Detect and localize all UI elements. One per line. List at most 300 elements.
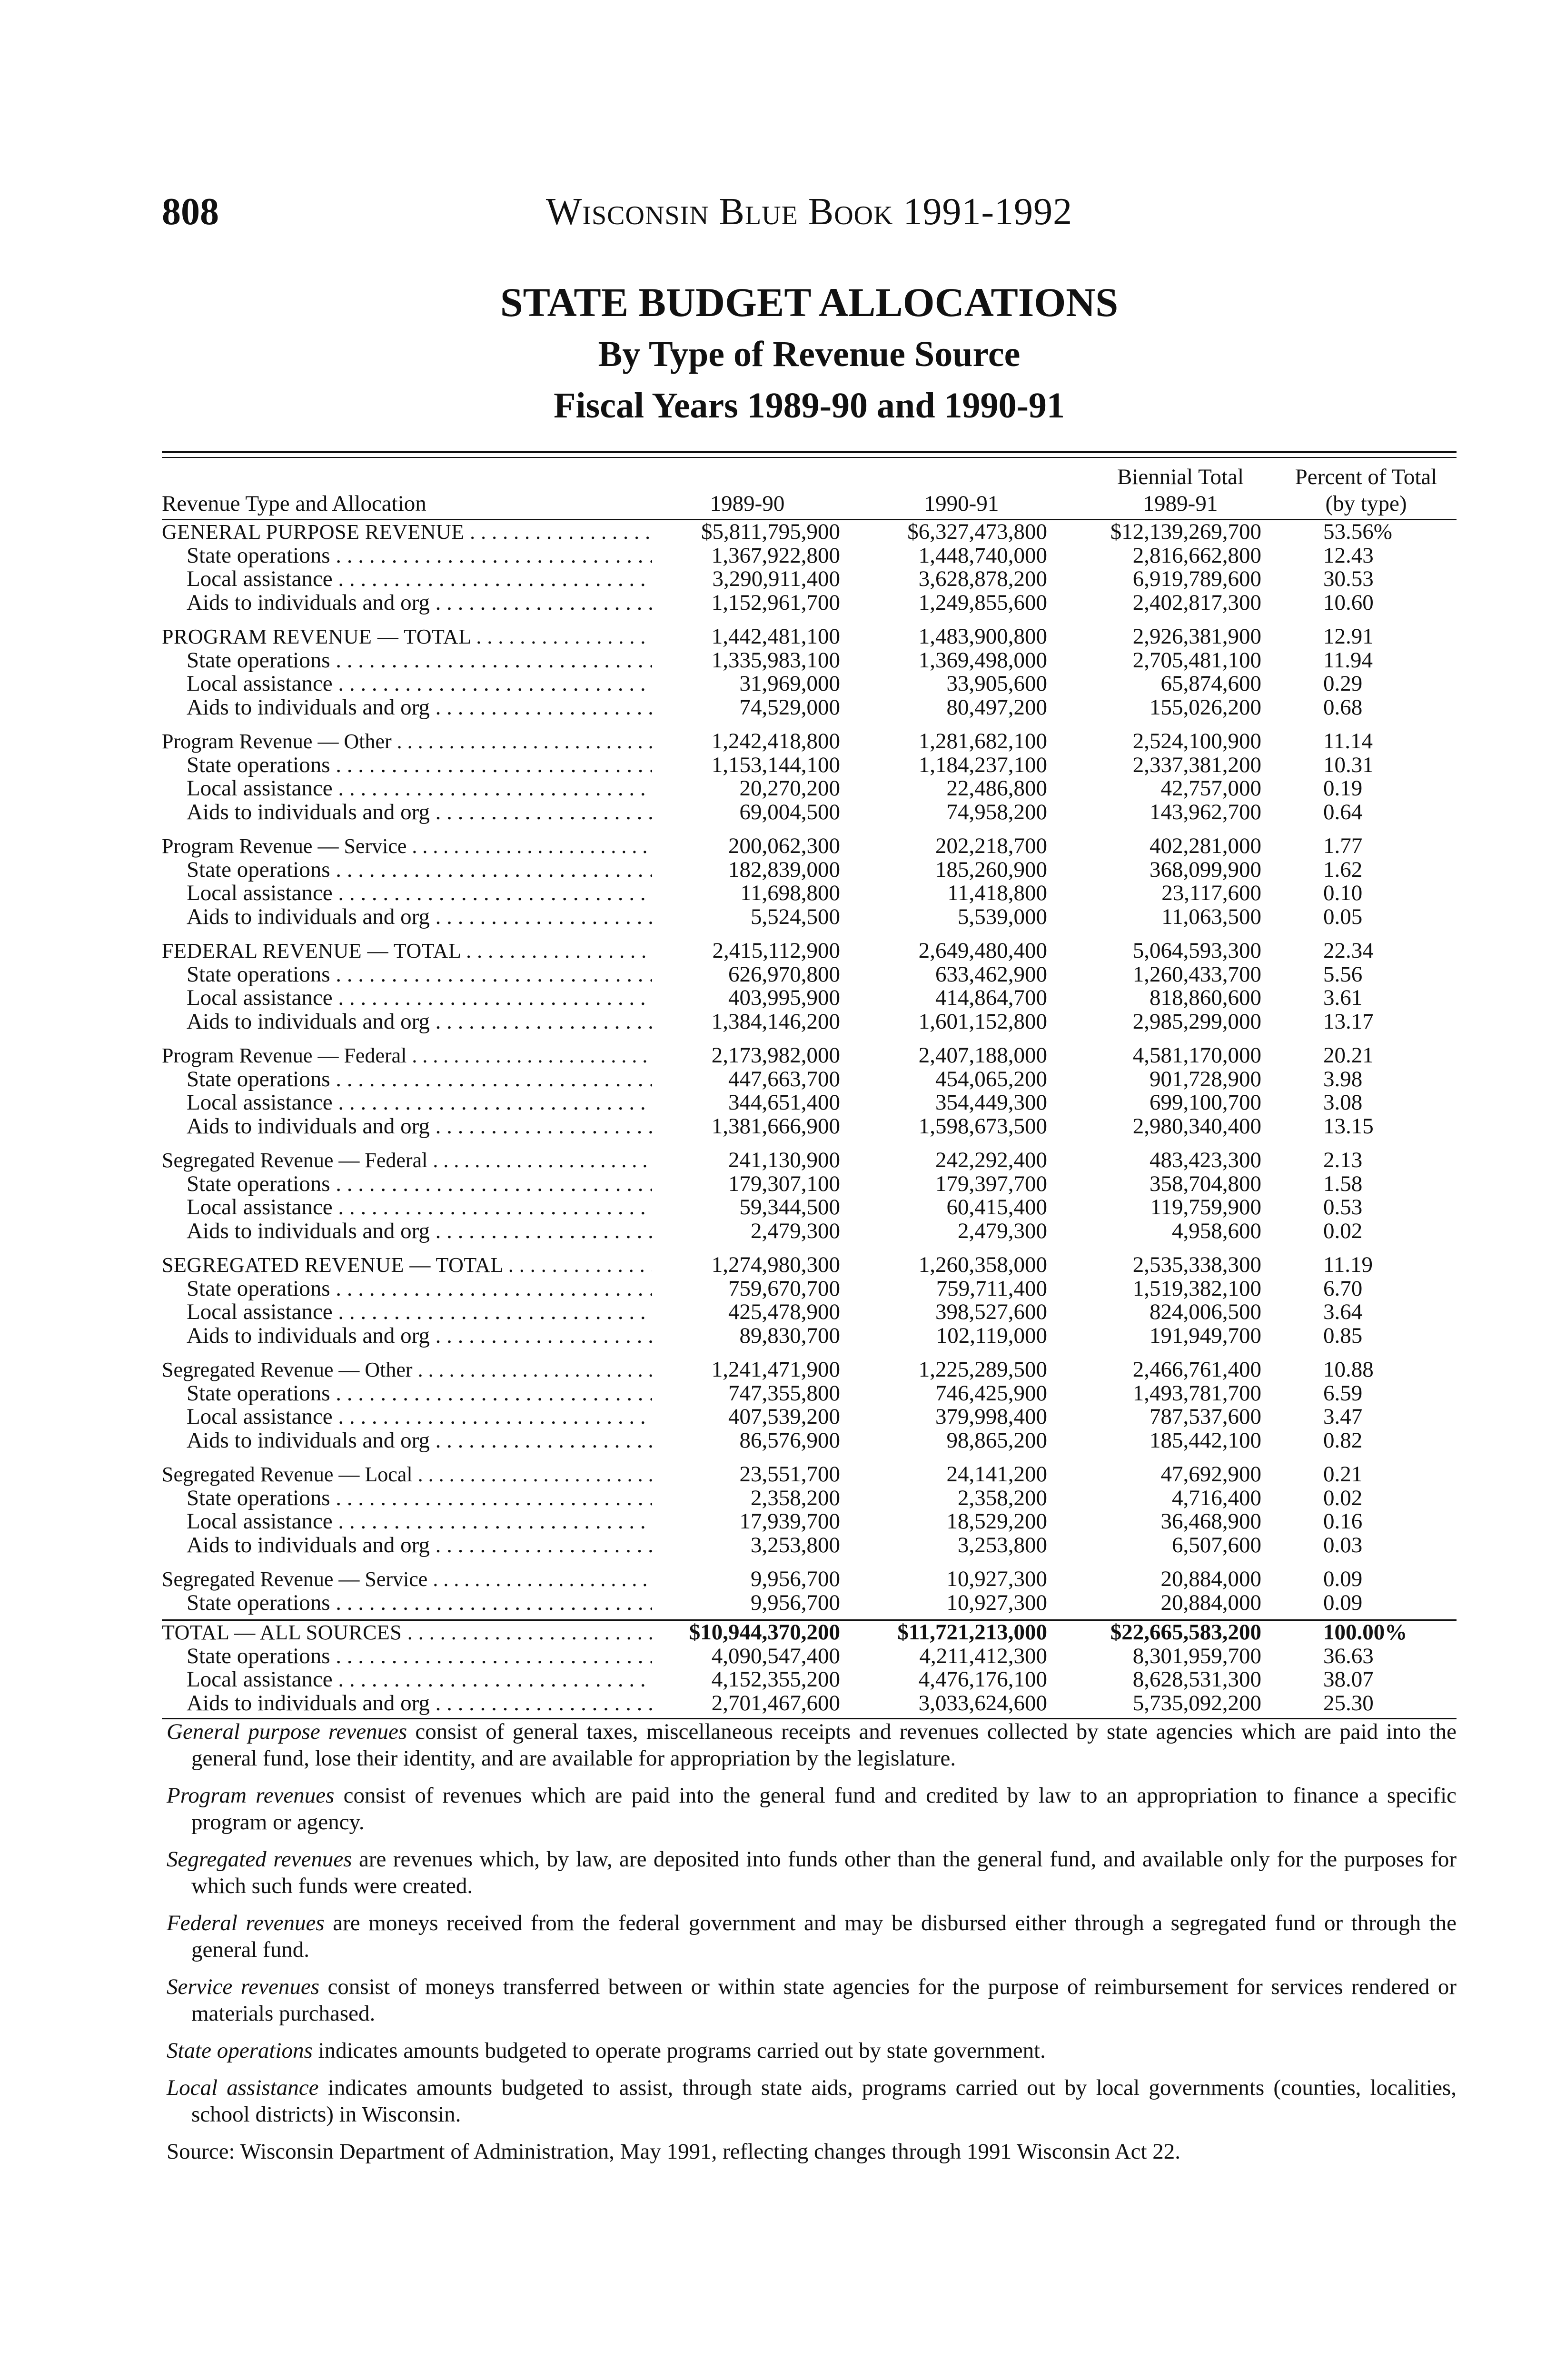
row-label: Local assistance . . .	[162, 567, 652, 591]
value-1989-90: 59,344,500	[739, 1195, 840, 1220]
value-biennial: 11,063,500	[1161, 904, 1261, 929]
row-label: Aids to individuals and org . . .	[162, 1010, 652, 1034]
row-label: Aids to individuals and org . . .	[162, 696, 652, 720]
table-row	[162, 905, 1457, 929]
table-row-heading	[162, 939, 1457, 963]
header-percent-line2: (by type)	[1325, 491, 1407, 516]
value-biennial: 143,962,700	[1150, 799, 1261, 824]
table-row	[162, 567, 1457, 591]
value-1989-90: 447,663,700	[728, 1066, 840, 1091]
row-label: State operations . . .	[162, 1277, 652, 1301]
table-row	[162, 1068, 1457, 1091]
table-row-heading	[162, 1621, 1457, 1645]
table-row	[162, 858, 1457, 882]
value-percent: 10.60	[1323, 590, 1374, 615]
row-label: FEDERAL REVENUE — TOTAL . . .	[162, 939, 652, 963]
table-row	[162, 1091, 1457, 1115]
row-label: Local assistance . . .	[162, 1668, 652, 1692]
value-1989-90: 9,956,700	[751, 1590, 840, 1615]
title-line-2: By Type of Revenue Source	[598, 334, 1021, 374]
value-1990-91: 102,119,000	[936, 1323, 1047, 1348]
table-row	[162, 882, 1457, 905]
value-percent: 12.43	[1323, 543, 1374, 568]
value-1989-90: 1,381,666,900	[711, 1113, 840, 1139]
value-1990-91: 10,927,300	[946, 1567, 1047, 1591]
value-1989-90: 1,153,144,100	[711, 752, 840, 777]
value-1989-90: 89,830,700	[739, 1323, 840, 1348]
value-1989-90: 1,442,481,100	[711, 624, 840, 649]
value-percent: 0.19	[1323, 776, 1363, 801]
value-percent: 53.56%	[1323, 519, 1392, 544]
footnote	[167, 1718, 1457, 1772]
footnote	[167, 2138, 1457, 2165]
value-percent: 0.02	[1323, 1218, 1363, 1243]
value-biennial: 818,860,600	[1150, 985, 1261, 1010]
value-biennial: 8,628,531,300	[1132, 1667, 1261, 1692]
value-1989-90: 403,995,900	[728, 985, 840, 1010]
value-biennial: 2,980,340,400	[1132, 1113, 1261, 1139]
value-biennial: 8,301,959,700	[1132, 1643, 1261, 1668]
value-1990-91: 4,211,412,300	[919, 1643, 1047, 1668]
value-1989-90: 74,529,000	[739, 694, 840, 720]
footnote	[167, 2074, 1457, 2128]
footnote-term: Program revenues	[167, 1783, 335, 1808]
table-body	[162, 520, 1457, 1615]
table-row	[162, 1429, 1457, 1453]
footnote-text: indicates amounts budgeted to operate programs carried out by state government.	[312, 2038, 1046, 2063]
value-1989-90: 4,090,547,400	[711, 1643, 840, 1668]
value-1989-90: 182,839,000	[728, 857, 840, 882]
value-percent: 11.14	[1323, 729, 1373, 754]
value-1990-91: 98,865,200	[946, 1428, 1047, 1453]
row-label: Local assistance . . .	[162, 672, 652, 696]
value-1989-90: 2,415,112,900	[712, 938, 840, 963]
top-rule-thin	[162, 457, 1457, 458]
row-label: State operations . . .	[162, 649, 652, 673]
row-label: Aids to individuals and org . . .	[162, 801, 652, 824]
value-1990-91: $11,721,213,000	[897, 1620, 1047, 1645]
row-label: Segregated Revenue — Local . . .	[162, 1463, 652, 1487]
row-label: State operations . . .	[162, 1591, 652, 1615]
table-row	[162, 1487, 1457, 1510]
value-biennial: 368,099,900	[1150, 857, 1261, 882]
table-row-heading	[162, 1044, 1457, 1068]
table-row-heading	[162, 730, 1457, 754]
value-1990-91: 759,711,400	[936, 1276, 1047, 1301]
footnote-term: State operations	[167, 2038, 313, 2063]
title-line-1: STATE BUDGET ALLOCATIONS	[500, 279, 1119, 325]
footnote	[167, 1973, 1457, 2027]
row-label: State operations . . .	[162, 1382, 652, 1406]
row-label: Local assistance . . .	[162, 1300, 652, 1324]
value-biennial: 2,524,100,900	[1132, 729, 1261, 754]
value-biennial: 402,281,000	[1150, 833, 1261, 858]
value-percent: 20.21	[1323, 1043, 1374, 1068]
value-percent: 3.61	[1323, 985, 1363, 1010]
value-1989-90: 407,539,200	[728, 1404, 840, 1429]
value-biennial: 6,507,600	[1172, 1532, 1261, 1557]
table-row-heading	[162, 1149, 1457, 1172]
footnote-text: are moneys received from the federal government and may be disbursed either through a segregated fund or through the general fund.	[191, 1911, 1457, 1962]
value-percent: 25.30	[1323, 1690, 1374, 1716]
value-1990-91: 3,253,800	[958, 1532, 1047, 1557]
value-1990-91: 1,184,237,100	[918, 752, 1047, 777]
table-row	[162, 1300, 1457, 1324]
value-percent: 3.64	[1323, 1299, 1363, 1324]
value-1989-90: $10,944,370,200	[689, 1620, 840, 1645]
value-percent: 10.31	[1323, 752, 1374, 777]
table-row	[162, 1115, 1457, 1139]
value-percent: 11.94	[1323, 647, 1373, 673]
value-percent: 13.17	[1323, 1009, 1374, 1034]
value-biennial: 2,705,481,100	[1132, 647, 1261, 673]
footnote	[167, 2037, 1457, 2064]
table-totals	[162, 1621, 1457, 1715]
value-1989-90: 5,524,500	[751, 904, 840, 929]
value-1990-91: 3,628,878,200	[918, 566, 1047, 591]
value-biennial: 36,468,900	[1160, 1509, 1261, 1534]
table-row	[162, 1010, 1457, 1034]
value-percent: 1.62	[1323, 857, 1363, 882]
value-1989-90: 2,701,467,600	[711, 1690, 840, 1716]
value-percent: 1.77	[1323, 833, 1363, 858]
value-1989-90: 1,241,471,900	[711, 1357, 840, 1382]
table-row-heading	[162, 1567, 1457, 1591]
value-percent: 0.05	[1323, 904, 1363, 929]
value-biennial: 65,874,600	[1160, 671, 1261, 696]
footnote-text: Source: Wisconsin Department of Administration, May 1991, reflecting changes through 1991 Wisconsin Act 22.	[167, 2139, 1181, 2164]
value-biennial: 47,692,900	[1160, 1462, 1261, 1487]
row-label: State operations . . .	[162, 544, 652, 568]
value-biennial: 6,919,789,600	[1132, 566, 1261, 591]
value-1989-90: 626,970,800	[728, 962, 840, 987]
table-row-heading	[162, 1463, 1457, 1487]
value-1990-91: 185,260,900	[935, 857, 1047, 882]
row-label: Segregated Revenue — Other . . .	[162, 1358, 652, 1382]
row-label: PROGRAM REVENUE — TOTAL . . .	[162, 625, 652, 649]
value-1990-91: 2,358,200	[958, 1485, 1047, 1510]
row-label: Local assistance . . .	[162, 1405, 652, 1429]
value-percent: 3.08	[1323, 1090, 1363, 1115]
value-percent: 0.09	[1323, 1590, 1363, 1615]
value-percent: 1.58	[1323, 1171, 1363, 1196]
row-label: Segregated Revenue — Federal . . .	[162, 1149, 652, 1172]
value-biennial: 901,728,900	[1150, 1066, 1261, 1091]
row-label: State operations . . .	[162, 858, 652, 882]
value-1989-90: 1,367,922,800	[711, 543, 840, 568]
title-line-3: Fiscal Years 1989-90 and 1990-91	[554, 386, 1065, 426]
value-biennial: 2,466,761,400	[1132, 1357, 1261, 1382]
running-head	[162, 190, 1457, 248]
value-percent: 0.21	[1323, 1462, 1363, 1487]
budget-table	[162, 459, 1457, 1719]
value-percent: 2.13	[1323, 1148, 1363, 1172]
row-label: Segregated Revenue — Service . . .	[162, 1567, 652, 1591]
value-percent: 38.07	[1323, 1667, 1374, 1692]
footnote-text: consist of moneys transferred between or within state agencies for the purpose of reimbursement for services rendered or materials purchased.	[191, 1974, 1457, 2026]
value-1990-91: 633,462,900	[935, 962, 1047, 987]
value-biennial: 23,117,600	[1161, 881, 1261, 905]
footnote	[167, 1782, 1457, 1835]
table-row-heading	[162, 1358, 1457, 1382]
value-1990-91: 1,225,289,500	[918, 1357, 1047, 1382]
value-1989-90: 2,173,982,000	[711, 1043, 840, 1068]
table-row	[162, 754, 1457, 777]
header-biennial	[1095, 464, 1266, 517]
value-1989-90: 344,651,400	[728, 1090, 840, 1115]
value-1989-90: 9,956,700	[751, 1567, 840, 1591]
value-1990-91: 1,483,900,800	[918, 624, 1047, 649]
value-biennial: 824,006,500	[1150, 1299, 1261, 1324]
row-label: Aids to individuals and org . . .	[162, 1692, 652, 1716]
value-1989-90: 11,698,800	[740, 881, 840, 905]
row-label: State operations . . .	[162, 1645, 652, 1668]
value-percent: 3.98	[1323, 1066, 1363, 1091]
row-label: Local assistance . . .	[162, 1196, 652, 1220]
value-biennial: 358,704,800	[1150, 1171, 1261, 1196]
value-percent: 30.53	[1323, 566, 1374, 591]
value-biennial: 4,716,400	[1172, 1485, 1261, 1510]
footnote	[167, 1846, 1457, 1899]
value-percent: 0.02	[1323, 1485, 1363, 1510]
footnote-term: Segregated revenues	[167, 1847, 352, 1872]
value-biennial: 20,884,000	[1160, 1567, 1261, 1591]
value-1990-91: $6,327,473,800	[907, 519, 1047, 544]
row-label: SEGREGATED REVENUE — TOTAL . . .	[162, 1253, 652, 1277]
value-1989-90: 200,062,300	[728, 833, 840, 858]
table-row	[162, 1172, 1457, 1196]
value-1989-90: 69,004,500	[739, 799, 840, 824]
table-row	[162, 696, 1457, 720]
value-percent: 0.64	[1323, 799, 1363, 824]
table-row	[162, 801, 1457, 824]
table-row	[162, 591, 1457, 615]
table-row	[162, 1405, 1457, 1429]
value-percent: 0.10	[1323, 881, 1363, 905]
value-1989-90: 425,478,900	[728, 1299, 840, 1324]
value-1990-91: 3,033,624,600	[918, 1690, 1047, 1716]
value-1989-90: 1,242,418,800	[711, 729, 840, 754]
value-1990-91: 60,415,400	[946, 1195, 1047, 1220]
value-1990-91: 80,497,200	[946, 694, 1047, 720]
value-biennial: 42,757,000	[1160, 776, 1261, 801]
table-row	[162, 1668, 1457, 1692]
header-biennial-line1: Biennial Total	[1117, 465, 1244, 489]
value-1989-90: 86,576,900	[739, 1428, 840, 1453]
value-1990-91: 2,479,300	[958, 1218, 1047, 1243]
table-row-heading	[162, 625, 1457, 649]
value-1990-91: 10,927,300	[946, 1590, 1047, 1615]
value-1990-91: 454,065,200	[935, 1066, 1047, 1091]
table-row	[162, 544, 1457, 568]
value-percent: 6.59	[1323, 1380, 1363, 1406]
row-label: TOTAL — ALL SOURCES . . .	[162, 1621, 652, 1645]
value-biennial: 483,423,300	[1150, 1148, 1261, 1172]
value-percent: 36.63	[1323, 1643, 1374, 1668]
value-1989-90: 20,270,200	[739, 776, 840, 801]
value-biennial: 1,260,433,700	[1132, 962, 1261, 987]
value-1990-91: 1,249,855,600	[918, 590, 1047, 615]
footnotes	[167, 1718, 1457, 2175]
value-percent: 0.82	[1323, 1428, 1363, 1453]
value-1989-90: 241,130,900	[728, 1148, 840, 1172]
page-number: 808	[162, 191, 219, 233]
top-rule	[162, 451, 1457, 453]
value-biennial: 2,816,662,800	[1132, 543, 1261, 568]
value-1990-91: 746,425,900	[935, 1380, 1047, 1406]
value-biennial: 2,926,381,900	[1132, 624, 1261, 649]
value-biennial: 699,100,700	[1150, 1090, 1261, 1115]
value-1990-91: 1,448,740,000	[918, 543, 1047, 568]
value-biennial: 2,402,817,300	[1132, 590, 1261, 615]
value-1990-91: 1,281,682,100	[918, 729, 1047, 754]
value-percent: 5.56	[1323, 962, 1363, 987]
value-1989-90: 747,355,800	[728, 1380, 840, 1406]
table-title	[162, 276, 1457, 431]
footnote-text: indicates amounts budgeted to assist, through state aids, programs carried out by local governments (counties, localities, school districts) in Wisconsin.	[191, 2075, 1457, 2127]
value-1989-90: 1,384,146,200	[711, 1009, 840, 1034]
value-biennial: $12,139,269,700	[1110, 519, 1261, 544]
table-row	[162, 672, 1457, 696]
value-1990-91: 398,527,600	[935, 1299, 1047, 1324]
footnote-text: consist of revenues which are paid into the general fund and credited by law to an appropriation to finance a specific program or agency.	[191, 1783, 1457, 1835]
footnote	[167, 1910, 1457, 1963]
value-percent: 0.68	[1323, 694, 1363, 720]
value-1990-91: 4,476,176,100	[918, 1667, 1047, 1692]
header-percent	[1276, 464, 1457, 517]
value-biennial: 5,735,092,200	[1132, 1690, 1261, 1716]
header-fy1: 1989-90	[710, 491, 785, 516]
value-1989-90: 3,290,911,400	[712, 566, 840, 591]
value-1989-90: 4,152,355,200	[711, 1667, 840, 1692]
row-label: Program Revenue — Other . . .	[162, 730, 652, 754]
value-percent: 0.85	[1323, 1323, 1363, 1348]
value-percent: 0.29	[1323, 671, 1363, 696]
footnote-text: are revenues which, by law, are deposited into funds other than the general fund, and available only for the purposes for which such funds were created.	[191, 1847, 1457, 1898]
value-percent: 0.09	[1323, 1567, 1363, 1591]
value-percent: 6.70	[1323, 1276, 1363, 1301]
row-label: State operations . . .	[162, 1068, 652, 1091]
value-biennial: 20,884,000	[1160, 1590, 1261, 1615]
row-label: State operations . . .	[162, 1172, 652, 1196]
value-percent: 0.16	[1323, 1509, 1363, 1534]
value-1989-90: 17,939,700	[739, 1509, 840, 1534]
row-label: Aids to individuals and org . . .	[162, 1534, 652, 1557]
value-biennial: 5,064,593,300	[1132, 938, 1261, 963]
value-1990-91: 179,397,700	[935, 1171, 1047, 1196]
row-label: State operations . . .	[162, 754, 652, 777]
value-percent: 10.88	[1323, 1357, 1374, 1382]
footnote-term: Service revenues	[167, 1974, 320, 1999]
book-title: Wisconsin Blue Book 1991-1992	[545, 191, 1073, 233]
column-header	[162, 459, 1457, 519]
value-1990-91: 5,539,000	[958, 904, 1047, 929]
value-1989-90: 31,969,000	[739, 671, 840, 696]
table-row-heading	[162, 520, 1457, 544]
value-percent: 22.34	[1323, 938, 1374, 963]
header-percent-line1: Percent of Total	[1295, 465, 1437, 489]
table-row	[162, 1510, 1457, 1534]
row-label: State operations . . .	[162, 1487, 652, 1510]
table-row	[162, 1645, 1457, 1668]
table-row	[162, 986, 1457, 1010]
header-biennial-line2: 1989-91	[1143, 491, 1218, 516]
value-1989-90: $5,811,795,900	[701, 519, 840, 544]
row-label: Aids to individuals and org . . .	[162, 1324, 652, 1348]
value-biennial: 185,442,100	[1150, 1428, 1261, 1453]
table-row	[162, 1692, 1457, 1716]
value-percent: 0.53	[1323, 1195, 1363, 1220]
value-1989-90: 2,479,300	[751, 1218, 840, 1243]
value-biennial: 787,537,600	[1150, 1404, 1261, 1429]
header-label: Revenue Type and Allocation	[162, 491, 426, 516]
row-label: Aids to individuals and org . . .	[162, 591, 652, 615]
value-1989-90: 3,253,800	[751, 1532, 840, 1557]
row-label: GENERAL PURPOSE REVENUE . . .	[162, 520, 652, 544]
header-fy2: 1990-91	[924, 491, 999, 516]
value-1990-91: 74,958,200	[946, 799, 1047, 824]
row-label: Aids to individuals and org . . .	[162, 1115, 652, 1139]
value-biennial: 155,026,200	[1150, 694, 1261, 720]
value-1989-90: 1,335,983,100	[711, 647, 840, 673]
value-1990-91: 379,998,400	[935, 1404, 1047, 1429]
row-label: Local assistance . . .	[162, 882, 652, 905]
row-label: Program Revenue — Federal . . .	[162, 1044, 652, 1068]
value-1990-91: 33,905,600	[946, 671, 1047, 696]
value-percent: 3.47	[1323, 1404, 1363, 1429]
value-1989-90: 1,152,961,700	[711, 590, 840, 615]
value-biennial: 2,535,338,300	[1132, 1252, 1261, 1277]
value-1989-90: 23,551,700	[739, 1462, 840, 1487]
value-1990-91: 1,598,673,500	[918, 1113, 1047, 1139]
row-label: Program Revenue — Service . . .	[162, 834, 652, 858]
value-1990-91: 1,369,498,000	[918, 647, 1047, 673]
value-1989-90: 759,670,700	[728, 1276, 840, 1301]
value-biennial: 4,958,600	[1172, 1218, 1261, 1243]
value-1990-91: 202,218,700	[935, 833, 1047, 858]
table-row-heading	[162, 834, 1457, 858]
row-label: Aids to individuals and org . . .	[162, 1429, 652, 1453]
table-row	[162, 1196, 1457, 1220]
value-percent: 100.00%	[1323, 1620, 1407, 1645]
footnote-term: Federal revenues	[167, 1911, 325, 1935]
row-label: Aids to individuals and org . . .	[162, 905, 652, 929]
value-1990-91: 242,292,400	[935, 1148, 1047, 1172]
value-1990-91: 11,418,800	[947, 881, 1047, 905]
value-1990-91: 2,407,188,000	[918, 1043, 1047, 1068]
value-1990-91: 24,141,200	[946, 1462, 1047, 1487]
value-percent: 12.91	[1323, 624, 1374, 649]
value-1990-91: 414,864,700	[935, 985, 1047, 1010]
value-1990-91: 18,529,200	[946, 1509, 1047, 1534]
row-label: Aids to individuals and org . . .	[162, 1220, 652, 1243]
value-1990-91: 1,601,152,800	[918, 1009, 1047, 1034]
row-label: Local assistance . . .	[162, 777, 652, 801]
footnote-term: General purpose revenues	[167, 1719, 407, 1744]
value-1989-90: 2,358,200	[751, 1485, 840, 1510]
value-biennial: 2,985,299,000	[1132, 1009, 1261, 1034]
row-label: Local assistance . . .	[162, 1091, 652, 1115]
table-row-heading	[162, 1253, 1457, 1277]
value-biennial: 2,337,381,200	[1132, 752, 1261, 777]
value-1990-91: 22,486,800	[946, 776, 1047, 801]
table-row	[162, 1534, 1457, 1557]
value-biennial: 1,519,382,100	[1132, 1276, 1261, 1301]
value-1989-90: 179,307,100	[728, 1171, 840, 1196]
value-biennial: 119,759,900	[1150, 1195, 1261, 1220]
value-biennial: $22,665,583,200	[1110, 1620, 1261, 1645]
table-row	[162, 963, 1457, 987]
